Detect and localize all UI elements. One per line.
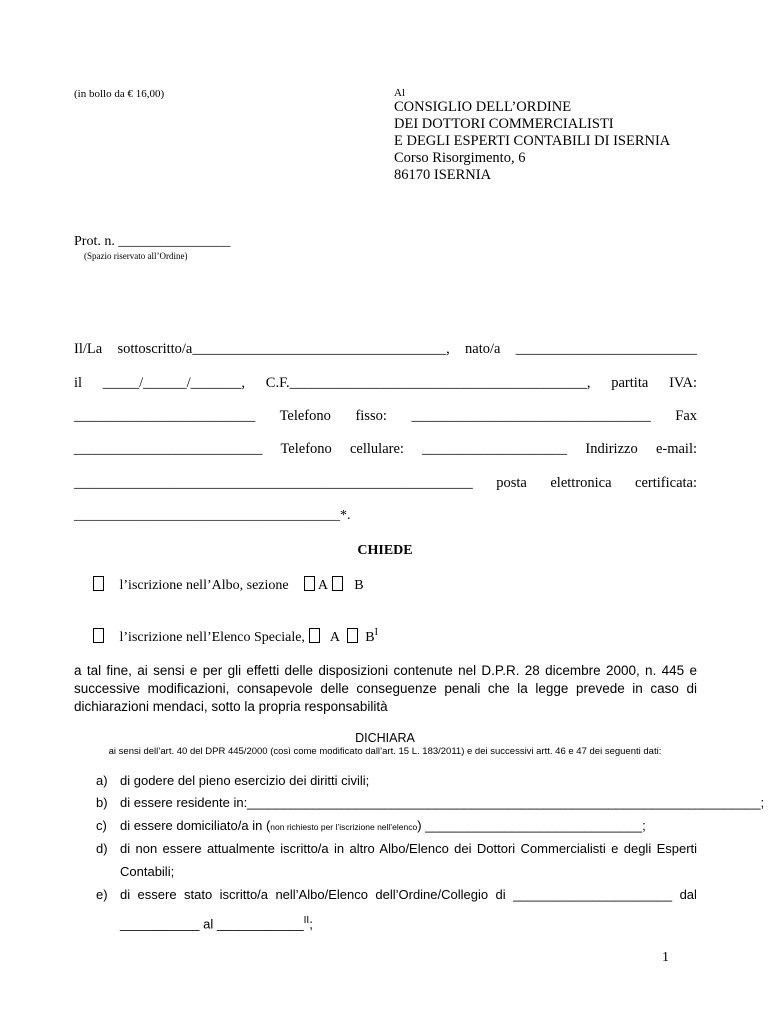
text: altro (349, 841, 375, 856)
email-field[interactable]: _______________________________________________________ (74, 475, 473, 491)
item-not-registered (120, 841, 697, 856)
text: certificata: (635, 475, 698, 491)
text: iscritto/a (280, 841, 329, 856)
field-fax-mobile-email[interactable] (74, 441, 697, 458)
phone-field[interactable]: _________________________________ (411, 408, 651, 424)
text: degli (623, 841, 652, 856)
stamp-note: (in bollo da € 16,00) (74, 88, 165, 100)
option-elenco-label: l’iscrizione nell’Elenco Speciale, (119, 629, 305, 645)
text: di (120, 841, 131, 856)
text: ; (309, 916, 313, 932)
item-domicile[interactable] (120, 818, 646, 833)
text: il (74, 375, 83, 391)
text: di (120, 887, 131, 902)
intro-line: a tal fine, ai sensi e per gli effetti delle disposizioni contenute nel D.P.R. 28 dicembre 2000, n. 445 e (74, 663, 697, 678)
option-albo (93, 576, 364, 594)
footnote-ref[interactable]: I (374, 627, 378, 638)
recipient-line: E DEGLI ESPERTI CONTABILI DI ISERNIA (394, 133, 671, 149)
checkbox-albo-b[interactable] (332, 576, 343, 591)
text: elettronica (550, 475, 612, 491)
option-elenco-a-label: A (329, 629, 340, 645)
checkbox-elenco[interactable] (93, 628, 104, 643)
text: essere (137, 887, 177, 902)
protocol-number[interactable]: Prot. n. ________________ (74, 234, 231, 249)
field-name-birthplace[interactable]: Il/La sottoscritto/a___________________________________, nato/a _________________________ (74, 341, 697, 357)
mobile-field[interactable]: ____________________ (422, 441, 568, 457)
text: partita (611, 375, 649, 391)
checkbox-albo[interactable] (93, 576, 104, 591)
dichiara-subtitle: ai sensi dell’art. 40 del DPR 445/2000 (così come modificato dall’art. 15 L. 183/2011) e dei successivi artt. 46 e 47 dei seguenti dati: (108, 746, 662, 757)
field-birthdate-cf-vat[interactable] (74, 375, 697, 392)
checkbox-albo-a[interactable] (304, 576, 315, 591)
text: stato (184, 887, 213, 902)
option-albo-label: l’iscrizione nell’Albo, sezione (119, 578, 289, 593)
recipient-address: Corso Risorgimento, 6 (394, 150, 526, 166)
text: dell’Ordine/Collegio (375, 887, 489, 902)
intro-line: successive modificazioni, consapevole delle conseguenze penali che la legge prevede in caso di (74, 681, 697, 696)
text: fisso: (355, 408, 387, 424)
birthdate-field[interactable]: _____/______/_______, (102, 375, 246, 391)
footnote-ref[interactable]: II (303, 915, 310, 926)
text: e (611, 841, 619, 856)
fax-field[interactable]: __________________________ (74, 441, 263, 457)
option-elenco-b-label: B (365, 629, 375, 645)
item-domicile-note: non richiesto per l’iscrizione nell’elenco (270, 822, 418, 832)
text: dei (454, 841, 472, 856)
text: nell’Albo/Elenco (275, 887, 368, 902)
text: iscritto/a (219, 887, 269, 902)
text: Telefono (280, 441, 332, 457)
field-vat-phone-fax[interactable] (74, 408, 697, 425)
period-fields[interactable]: ___________ al ____________ (120, 916, 304, 932)
item-period[interactable] (120, 915, 313, 931)
checkbox-elenco-a[interactable] (309, 628, 320, 643)
intro-line: dichiarazioni mendaci, sotto la propria responsabilità (74, 699, 388, 714)
protocol-note: (Spazio riservato all’Ordine) (84, 251, 188, 261)
domicile-field[interactable]: ) ______________________________; (417, 818, 646, 833)
recipient-al: Al (394, 87, 405, 99)
text: Fax (675, 408, 697, 424)
item-not-registered-cont: Contabili; (120, 864, 175, 879)
recipient-line: CONSIGLIO DELL’ORDINE (394, 99, 572, 115)
text: Telefono (279, 408, 331, 424)
checkbox-elenco-b[interactable] (347, 628, 358, 643)
chiede-title: CHIEDE (357, 543, 413, 558)
text: attualmente (206, 841, 275, 856)
order-field[interactable]: ______________________ (513, 887, 673, 902)
text: non (135, 841, 158, 856)
item-letter: e) (96, 887, 108, 902)
option-albo-a-label: A (317, 578, 328, 593)
text: essere (162, 841, 202, 856)
dichiara-title: DICHIARA (355, 731, 415, 745)
recipient-city: 86170 ISERNIA (394, 167, 492, 183)
text: Indirizzo (585, 441, 638, 457)
text: in (334, 841, 345, 856)
option-albo-b-label: B (354, 578, 364, 593)
page-number: 1 (662, 950, 669, 965)
text: e-mail: (655, 441, 698, 457)
option-elenco (93, 627, 378, 646)
item-domicile-text: di essere domiciliato/a in ( (120, 818, 271, 833)
text: di (495, 887, 506, 902)
item-letter: d) (96, 841, 108, 856)
text: Albo/Elenco (379, 841, 449, 856)
field-email-pec[interactable] (74, 475, 697, 492)
text: dal (679, 887, 697, 902)
item-residence[interactable]: di essere residente in:_______________________________________________________________________; (120, 795, 765, 810)
item-civil-rights: di godere del pieno esercizio dei diritti civili; (120, 773, 370, 788)
text: cellulare: (350, 441, 404, 457)
recipient-line: DEI DOTTORI COMMERCIALISTI (394, 116, 614, 132)
text: Commercialisti (520, 841, 606, 856)
text: Dottori (476, 841, 516, 856)
text: Esperti (656, 841, 698, 856)
vat-field[interactable]: _________________________ (74, 408, 256, 424)
fiscal-code-field[interactable]: C.F._________________________________________, (265, 375, 591, 391)
item-previously-registered (120, 887, 697, 902)
item-letter: b) (96, 795, 108, 810)
pec-field[interactable]: ______________________________________*. (74, 508, 351, 523)
item-letter: c) (96, 818, 107, 833)
text: posta (496, 475, 527, 491)
item-letter: a) (96, 773, 108, 788)
text: IVA: (669, 375, 697, 391)
